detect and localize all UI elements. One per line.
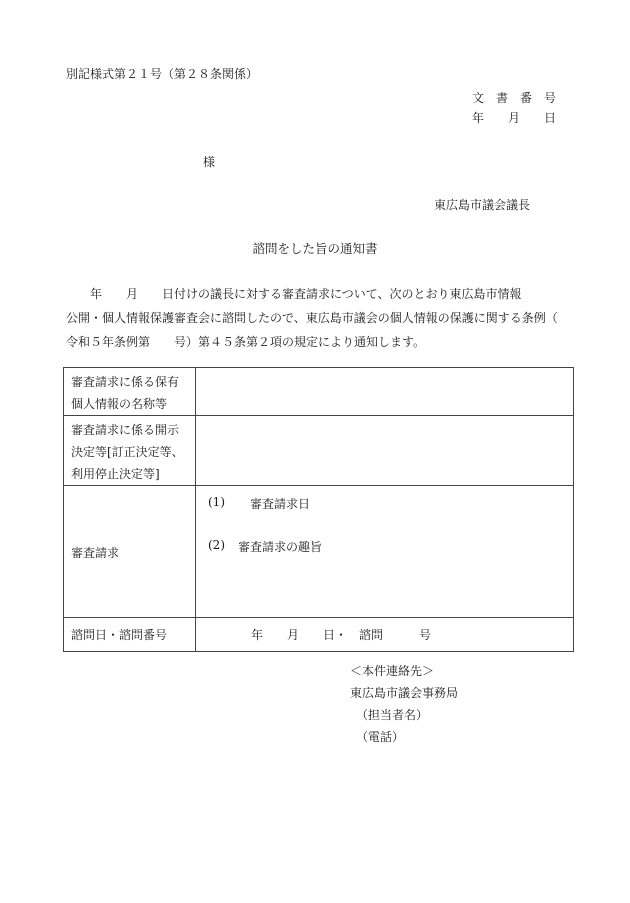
contact-office: 東広島市議会事務局	[350, 686, 459, 700]
issue-date-label: 年 月 日	[472, 111, 557, 125]
consultation-date-number-value: 年 月 日・ 諮問 号	[251, 628, 432, 642]
notice-body-line: 年 月 日付けの議長に対する審査請求について、次のとおり東広島市情報	[66, 287, 522, 301]
disclosure-decision-label-cell	[64, 416, 196, 486]
retained-info-label-line: 審査請求に係る保有	[71, 375, 180, 389]
document-number-label: 文 書 番 号	[472, 91, 557, 105]
addressee-honorific: 様	[203, 155, 216, 169]
contact-phone: （電話）	[356, 730, 405, 744]
retained-info-label-cell	[64, 368, 196, 416]
request-purpose-label: 審査請求の趣旨	[238, 540, 323, 554]
retained-info-label-line: 個人情報の名称等	[71, 397, 168, 411]
sender-name: 東広島市議会議長	[434, 198, 531, 212]
table-row	[64, 486, 574, 618]
disclosure-decision-label-line: 利用停止決定等]	[71, 467, 160, 481]
consultation-label-cell	[64, 618, 196, 652]
disclosure-decision-value-cell[interactable]	[196, 416, 574, 486]
disclosure-decision-label-line: 決定等[訂正決定等、	[71, 445, 184, 459]
retained-info-value-cell[interactable]	[196, 368, 574, 416]
notice-body-line: 公開・個人情報保護審査会に諮問したので、東広島市議会の個人情報の保護に関する条例（	[66, 311, 558, 325]
notice-body-line: 令和５年条例第 号）第４５条第２項の規定により通知します。	[66, 335, 426, 349]
contact-heading: ＜本件連絡先＞	[350, 664, 435, 678]
item-1-number: (1)	[208, 495, 225, 509]
request-details-table	[63, 367, 574, 652]
contact-person: （担当者名）	[356, 708, 429, 722]
consultation-value-cell[interactable]	[196, 618, 574, 652]
review-request-label: 審査請求	[71, 546, 120, 560]
table-row	[64, 416, 574, 486]
table-row	[64, 368, 574, 416]
table-row	[64, 618, 574, 652]
review-request-value-cell[interactable]	[196, 486, 574, 618]
document-title: 諮問をした旨の通知書	[252, 241, 378, 256]
form-number: 別記様式第２１号（第２８条関係）	[66, 67, 259, 81]
notice-body	[66, 282, 576, 354]
item-2-number: (2)	[208, 538, 225, 552]
request-date-label: 審査請求日	[250, 497, 311, 511]
disclosure-decision-label-line: 審査請求に係る開示	[71, 423, 180, 437]
contact-info	[350, 660, 458, 748]
review-request-label-cell	[64, 486, 196, 618]
consultation-date-number-label: 諮問日・諮問番号	[71, 628, 168, 642]
